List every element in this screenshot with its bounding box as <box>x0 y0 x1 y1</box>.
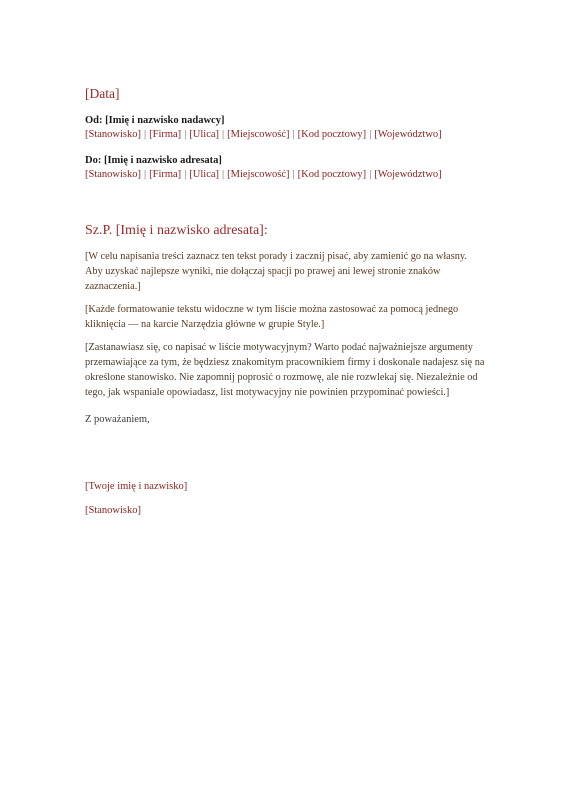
recipient-address-line <box>85 168 485 182</box>
separator: | <box>144 169 147 180</box>
recipient-province[interactable]: [Województwo] <box>374 169 442 180</box>
closing[interactable]: Z poważaniem, <box>85 414 150 425</box>
sender-street[interactable]: [Ulica] <box>189 129 220 140</box>
sender-block <box>85 114 485 142</box>
salutation[interactable]: Sz.P. [Imię i nazwisko adresata]: <box>85 223 268 238</box>
separator: | <box>292 169 295 180</box>
recipient-postal-code[interactable]: [Kod pocztowy] <box>297 169 367 180</box>
sender-position[interactable]: [Stanowisko] <box>85 129 141 140</box>
signature-position[interactable]: [Stanowisko] <box>85 505 141 516</box>
recipient-name[interactable]: [Imię i nazwisko adresata] <box>103 155 222 166</box>
sender-label: Od: <box>85 115 103 126</box>
separator: | <box>369 129 372 140</box>
sender-header <box>85 114 485 128</box>
sender-company[interactable]: [Firma] <box>149 129 182 140</box>
sender-address-line <box>85 128 485 142</box>
separator: | <box>222 169 225 180</box>
sender-city[interactable]: [Miejscowość] <box>227 129 290 140</box>
body-paragraph-3[interactable]: [Zastanawiasz się, co napisać w liście motywacyjnym? Warto podać najważniejsze argumenty przemawiające za tym, że będziesz znakomitym pracownikiem firmy i doskonale nadajesz się na określone stanowisko. Nie zapomnij poprosić o rozmowę, ale nie rozwlekaj się. Niezależnie od tego, jak wspaniale opowiadasz, list motywacyjny nie powinien przypominać powieści.] <box>85 342 485 398</box>
separator: | <box>184 169 187 180</box>
signature-name[interactable]: [Twoje imię i nazwisko] <box>85 481 188 492</box>
recipient-header <box>85 154 485 168</box>
separator: | <box>369 169 372 180</box>
recipient-block <box>85 154 485 182</box>
recipient-street[interactable]: [Ulica] <box>189 169 220 180</box>
sender-name[interactable]: [Imię i nazwisko nadawcy] <box>105 115 225 126</box>
recipient-label: Do: <box>85 155 102 166</box>
separator: | <box>222 129 225 140</box>
recipient-city[interactable]: [Miejscowość] <box>227 169 290 180</box>
separator: | <box>184 129 187 140</box>
recipient-company[interactable]: [Firma] <box>149 169 182 180</box>
sender-province[interactable]: [Województwo] <box>374 129 442 140</box>
body-paragraph-2[interactable]: [Każde formatowanie tekstu widoczne w tym liście można zastosować za pomocą jednego kliknięcia — na karcie Narzędzia główne w grupie Style.] <box>85 304 459 330</box>
letter-body <box>85 86 485 518</box>
letter-date[interactable]: [Data] <box>85 86 120 101</box>
body-paragraph-1[interactable]: [W celu napisania treści zaznacz ten tekst porady i zacznij pisać, aby zamienić go na własny. Aby uzyskać najlepsze wyniki, nie dołączaj spacji po prawej ani lewej stronie znaków zaznaczenia.] <box>85 251 467 292</box>
separator: | <box>144 129 147 140</box>
sender-postal-code[interactable]: [Kod pocztowy] <box>297 129 367 140</box>
separator: | <box>292 129 295 140</box>
recipient-position[interactable]: [Stanowisko] <box>85 169 141 180</box>
